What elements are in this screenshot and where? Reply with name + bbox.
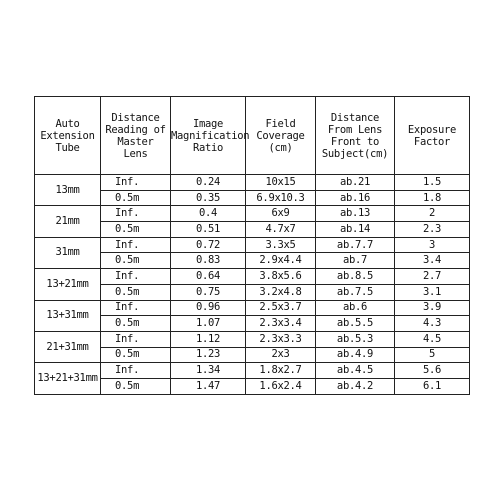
- reading-cell: Inf.: [101, 237, 171, 253]
- header-line: Distance: [330, 111, 380, 124]
- coverage-cell: 2.3x3.4: [246, 316, 316, 332]
- header-row: [35, 97, 470, 175]
- header-line: Tube: [55, 141, 80, 154]
- distance-cell: ab.4.2: [316, 378, 395, 394]
- table-row: [35, 316, 470, 332]
- reading-cell: Inf.: [101, 331, 171, 347]
- table-row: [35, 300, 470, 316]
- exposure-cell: 4.5: [395, 331, 470, 347]
- magnification-cell: 1.07: [171, 316, 246, 332]
- table-body: [35, 175, 470, 395]
- table-row: [35, 206, 470, 222]
- distance-cell: ab.7: [316, 253, 395, 269]
- header-line: Reading of: [105, 123, 166, 136]
- distance-cell: ab.13: [316, 206, 395, 222]
- header-distance-reading: [101, 97, 171, 175]
- header-line: From Lens: [327, 123, 383, 136]
- magnification-cell: 0.96: [171, 300, 246, 316]
- table-row: [35, 284, 470, 300]
- tube-cell: 13mm: [35, 175, 101, 206]
- distance-cell: ab.4.9: [316, 347, 395, 363]
- tube-cell: 13+21+31mm: [35, 363, 101, 394]
- distance-cell: ab.8.5: [316, 269, 395, 285]
- coverage-cell: 2.3x3.3: [246, 331, 316, 347]
- header-line: Distance: [111, 111, 160, 124]
- header-line: Subject(cm): [321, 147, 389, 160]
- exposure-cell: 2: [395, 206, 470, 222]
- reading-cell: 0.5m: [101, 222, 171, 238]
- header-line: Factor: [413, 135, 451, 148]
- header-line: Lens: [123, 147, 148, 160]
- exposure-cell: 3.4: [395, 253, 470, 269]
- reading-cell: 0.5m: [101, 316, 171, 332]
- exposure-cell: 2.7: [395, 269, 470, 285]
- distance-cell: ab.5.3: [316, 331, 395, 347]
- reading-cell: Inf.: [101, 300, 171, 316]
- distance-cell: ab.14: [316, 222, 395, 238]
- magnification-cell: 1.12: [171, 331, 246, 347]
- distance-cell: ab.6: [316, 300, 395, 316]
- coverage-cell: 1.6x2.4: [246, 378, 316, 394]
- header-line: Auto: [55, 117, 80, 130]
- table-row: [35, 378, 470, 394]
- reading-cell: 0.5m: [101, 284, 171, 300]
- distance-cell: ab.4.5: [316, 363, 395, 379]
- magnification-cell: 1.47: [171, 378, 246, 394]
- exposure-cell: 1.5: [395, 175, 470, 191]
- header-field-coverage: [246, 97, 316, 175]
- coverage-cell: 3.2x4.8: [246, 284, 316, 300]
- header-auto-extension-tube: [35, 97, 101, 175]
- exposure-cell: 3.9: [395, 300, 470, 316]
- tube-cell: 21mm: [35, 206, 101, 237]
- table-row: [35, 190, 470, 206]
- coverage-cell: 4.7x7: [246, 222, 316, 238]
- coverage-cell: 2.9x4.4: [246, 253, 316, 269]
- reading-cell: Inf.: [101, 206, 171, 222]
- extension-tube-table: [34, 96, 470, 395]
- distance-cell: ab.7.5: [316, 284, 395, 300]
- header-line: Extension: [40, 129, 95, 142]
- exposure-cell: 5: [395, 347, 470, 363]
- table-row: [35, 363, 470, 379]
- header-line: Image: [192, 117, 224, 130]
- coverage-cell: 6.9x10.3: [246, 190, 316, 206]
- coverage-cell: 10x15: [246, 175, 316, 191]
- magnification-cell: 0.35: [171, 190, 246, 206]
- header-line: Field: [265, 117, 296, 130]
- exposure-cell: 4.3: [395, 316, 470, 332]
- reading-cell: 0.5m: [101, 190, 171, 206]
- coverage-cell: 3.3x5: [246, 237, 316, 253]
- tube-cell: 21+31mm: [35, 331, 101, 362]
- header-image-magnification-ratio: [171, 97, 250, 175]
- exposure-cell: 3: [395, 237, 470, 253]
- magnification-cell: 0.51: [171, 222, 246, 238]
- distance-cell: ab.7.7: [316, 237, 395, 253]
- coverage-cell: 1.8x2.7: [246, 363, 316, 379]
- magnification-cell: 0.4: [171, 206, 246, 222]
- magnification-cell: 0.75: [171, 284, 246, 300]
- table-row: [35, 253, 470, 269]
- reading-cell: 0.5m: [101, 378, 171, 394]
- coverage-cell: 6x9: [246, 206, 316, 222]
- coverage-cell: 2.5x3.7: [246, 300, 316, 316]
- table-row: [35, 237, 470, 253]
- header-line: Coverage: [256, 129, 305, 142]
- header-distance-from-lens: [316, 97, 395, 175]
- reading-cell: 0.5m: [101, 253, 171, 269]
- distance-cell: ab.5.5: [316, 316, 395, 332]
- reading-cell: Inf.: [101, 269, 171, 285]
- header-line: Master: [117, 135, 154, 148]
- reading-cell: Inf.: [101, 175, 171, 191]
- magnification-cell: 1.23: [171, 347, 246, 363]
- coverage-cell: 3.8x5.6: [246, 269, 316, 285]
- exposure-cell: 2.3: [395, 222, 470, 238]
- magnification-cell: 1.34: [171, 363, 246, 379]
- exposure-cell: 5.6: [395, 363, 470, 379]
- header-line: Exposure: [407, 123, 457, 136]
- magnification-cell: 0.83: [171, 253, 246, 269]
- table-row: [35, 331, 470, 347]
- table-row: [35, 175, 470, 191]
- magnification-cell: 0.72: [171, 237, 246, 253]
- table-row: [35, 222, 470, 238]
- table-row: [35, 347, 470, 363]
- tube-cell: 13+21mm: [35, 269, 101, 300]
- table-header: [35, 97, 470, 175]
- header-line: Front to: [330, 135, 380, 148]
- tube-cell: 13+31mm: [35, 300, 101, 331]
- exposure-cell: 6.1: [395, 378, 470, 394]
- exposure-cell: 3.1: [395, 284, 470, 300]
- header-line: (cm): [268, 141, 293, 154]
- header-exposure-factor: [395, 97, 470, 175]
- magnification-cell: 0.64: [171, 269, 246, 285]
- exposure-cell: 1.8: [395, 190, 470, 206]
- header-line: Ratio: [192, 141, 224, 154]
- coverage-cell: 2x3: [246, 347, 316, 363]
- reading-cell: Inf.: [101, 363, 171, 379]
- magnification-cell: 0.24: [171, 175, 246, 191]
- distance-cell: ab.21: [316, 175, 395, 191]
- table-row: [35, 269, 470, 285]
- distance-cell: ab.16: [316, 190, 395, 206]
- reading-cell: 0.5m: [101, 347, 171, 363]
- tube-cell: 31mm: [35, 237, 101, 268]
- header-line: Magnification: [171, 129, 250, 142]
